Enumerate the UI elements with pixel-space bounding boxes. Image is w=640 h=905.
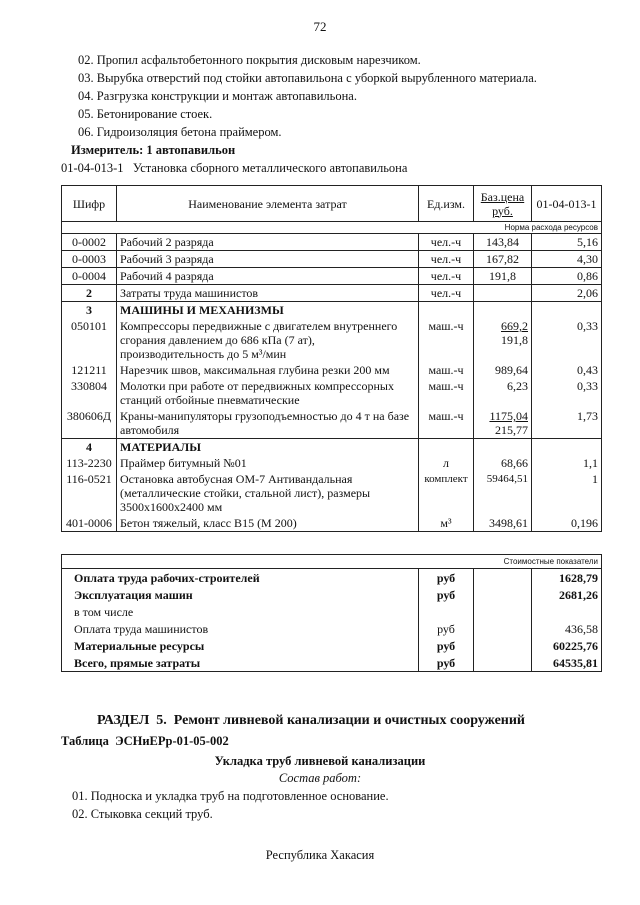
summary-label: Эксплуатация машин <box>62 586 419 603</box>
header-price: Баз.цена руб. <box>474 186 532 222</box>
cell-price <box>474 439 532 456</box>
cell-value: 1,1 <box>532 455 602 471</box>
summary-value: 436,58 <box>532 620 602 637</box>
cell-code: 0-0004 <box>62 268 117 285</box>
table-row <box>62 318 602 362</box>
summary-caption: Стоимостные показатели <box>62 555 602 569</box>
work-item: 02. Стыковка секций труб. <box>72 807 213 821</box>
cell-code: 0-0003 <box>62 251 117 268</box>
summary-row <box>62 620 602 637</box>
summary-value <box>532 603 602 620</box>
cell-value: 4,30 <box>532 251 602 268</box>
section-title: РАЗДЕЛ 5. Ремонт ливневой канализации и очистных сооружений <box>97 713 525 728</box>
summary-label: Материальные ресурсы <box>62 637 419 654</box>
summary-unit: руб <box>419 620 474 637</box>
cell-code: 2 <box>62 285 117 302</box>
cell-value: 0,43 <box>532 362 602 378</box>
summary-row <box>62 603 602 620</box>
cell-price <box>474 318 532 362</box>
cell-price: 143,84 <box>474 234 532 251</box>
summary-value: 1628,79 <box>532 569 602 587</box>
cell-unit: м³ <box>419 515 474 532</box>
table-row <box>62 268 602 285</box>
cell-price: 989,64 <box>474 362 532 378</box>
cell-name: Рабочий 4 разряда <box>117 268 419 285</box>
cell-price: 68,66 <box>474 455 532 471</box>
table-row <box>62 439 602 456</box>
page-footer: Республика Хакасия <box>265 848 375 862</box>
summary-unit: руб <box>419 637 474 654</box>
cell-price: 191,8 <box>474 268 532 285</box>
cell-unit: маш.-ч <box>419 408 474 439</box>
cell-unit: чел.-ч <box>419 234 474 251</box>
work-item: 04. Разгрузка конструкции и монтаж автопавильона. <box>78 89 357 103</box>
cell-name: Праймер битумный №01 <box>117 455 419 471</box>
price-value: 1175,04 <box>489 409 528 423</box>
summary-label: Оплата труда рабочих-строителей <box>62 569 419 587</box>
cell-code: 116-0521 <box>62 471 117 515</box>
cell-code: 330804 <box>62 378 117 408</box>
summary-value: 2681,26 <box>532 586 602 603</box>
cell-price: 3498,61 <box>474 515 532 532</box>
table-row <box>62 234 602 251</box>
cell-price: 167,82 <box>474 251 532 268</box>
summary-row <box>62 637 602 654</box>
meter: Измеритель: 1 автопавильон <box>71 143 236 157</box>
cell-value: 0,196 <box>532 515 602 532</box>
cell-name: Затраты труда машинистов <box>117 285 419 302</box>
norm-caption: Норма расхода ресурсов <box>62 222 602 234</box>
cell-value: 0,33 <box>532 318 602 362</box>
table-row <box>62 471 602 515</box>
work-item: 06. Гидроизоляция бетона праймером. <box>78 125 282 139</box>
summary-row <box>62 654 602 672</box>
cell-value: 1,73 <box>532 408 602 439</box>
cell-unit: чел.-ч <box>419 251 474 268</box>
header-code: Шифр <box>62 186 117 222</box>
cell-name: Остановка автобусная ОМ-7 Антивандальная (металлические стойки, стальной лист), размеры 3500х1600х2400 мм <box>117 471 419 515</box>
cell-name: Рабочий 2 разряда <box>117 234 419 251</box>
summary-label: Оплата труда машинистов <box>62 620 419 637</box>
cell-code: 380606Д <box>62 408 117 439</box>
cell-unit <box>419 439 474 456</box>
header-norm: 01-04-013-1 <box>532 186 602 222</box>
cell-price: 6,23 <box>474 378 532 408</box>
table-row <box>62 515 602 532</box>
header-name: Наименование элемента затрат <box>117 186 419 222</box>
table-row <box>62 251 602 268</box>
work-item: 05. Бетонирование стоек. <box>78 107 213 121</box>
table-row <box>62 408 602 439</box>
table-row <box>62 378 602 408</box>
table-code: Таблица ЭСНиЕРр-01-05-002 <box>61 734 229 748</box>
cell-value: 0,33 <box>532 378 602 408</box>
summary-row <box>62 586 602 603</box>
table-row <box>62 455 602 471</box>
work-item: 03. Вырубка отверстий под стойки автопавильона с уборкой вырубленного материала. <box>78 71 537 85</box>
price-sub-value: 191,8 <box>501 333 528 347</box>
cell-value <box>532 302 602 319</box>
cell-name: Компрессоры передвижные с двигателем внутреннего сгорания давлением до 686 кПа (7 ат), производительность до 5 м³/мин <box>117 318 419 362</box>
table-row <box>62 302 602 319</box>
cell-value: 5,16 <box>532 234 602 251</box>
cell-code: 113-2230 <box>62 455 117 471</box>
work-item: 02. Пропил асфальтобетонного покрытия дисковым нарезчиком. <box>78 53 421 67</box>
cell-price <box>474 285 532 302</box>
cell-unit: маш.-ч <box>419 362 474 378</box>
cell-name: Рабочий 3 разряда <box>117 251 419 268</box>
cell-code: 3 <box>62 302 117 319</box>
summary-unit <box>419 603 474 620</box>
table-header <box>62 186 602 222</box>
works-caption: Состав работ: <box>278 771 362 785</box>
norm-title: 01-04-013-1 Установка сборного металлического автопавильона <box>61 161 408 175</box>
cell-value: 1 <box>532 471 602 515</box>
table-row <box>62 285 602 302</box>
cell-name: МАШИНЫ И МЕХАНИЗМЫ <box>117 302 419 319</box>
summary-row <box>62 569 602 587</box>
summary-label: Всего, прямые затраты <box>62 654 419 672</box>
cell-name: Нарезчик швов, максимальная глубина резки 200 мм <box>117 362 419 378</box>
page-number: 72 <box>313 19 327 34</box>
cell-unit: чел.-ч <box>419 285 474 302</box>
section-subtitle: Укладка труб ливневой канализации <box>214 754 426 768</box>
cell-price <box>474 408 532 439</box>
cell-unit: чел.-ч <box>419 268 474 285</box>
summary-unit: руб <box>419 586 474 603</box>
work-item: 01. Подноска и укладка труб на подготовленное основание. <box>72 789 389 803</box>
summary-unit: руб <box>419 569 474 587</box>
cell-unit: л <box>419 455 474 471</box>
cell-code: 0-0002 <box>62 234 117 251</box>
resource-table <box>61 185 602 532</box>
summary-value: 60225,76 <box>532 637 602 654</box>
cell-value: 0,86 <box>532 268 602 285</box>
cell-value: 2,06 <box>532 285 602 302</box>
cell-unit: комплект <box>419 471 474 515</box>
cell-unit: маш.-ч <box>419 318 474 362</box>
cell-name: Бетон тяжелый, класс В15 (М 200) <box>117 515 419 532</box>
price-value: 669,2 <box>501 319 528 333</box>
cell-price: 59464,51 <box>474 471 532 515</box>
cell-name: Молотки при работе от передвижных компрессорных станций отбойные пневматические <box>117 378 419 408</box>
table-row <box>62 362 602 378</box>
cell-name: Краны-манипуляторы грузоподъемностью до 4 т на базе автомобиля <box>117 408 419 439</box>
cell-unit: маш.-ч <box>419 378 474 408</box>
cell-value <box>532 439 602 456</box>
cell-code: 401-0006 <box>62 515 117 532</box>
cell-price <box>474 302 532 319</box>
summary-value: 64535,81 <box>532 654 602 672</box>
cell-unit <box>419 302 474 319</box>
summary-unit: руб <box>419 654 474 672</box>
price-sub-value: 215,77 <box>495 423 528 437</box>
cell-code: 4 <box>62 439 117 456</box>
summary-label: в том числе <box>62 603 419 620</box>
header-unit: Ед.изм. <box>419 186 474 222</box>
cost-summary-table <box>61 554 602 672</box>
cell-code: 050101 <box>62 318 117 362</box>
cell-code: 121211 <box>62 362 117 378</box>
cell-name: МАТЕРИАЛЫ <box>117 439 419 456</box>
